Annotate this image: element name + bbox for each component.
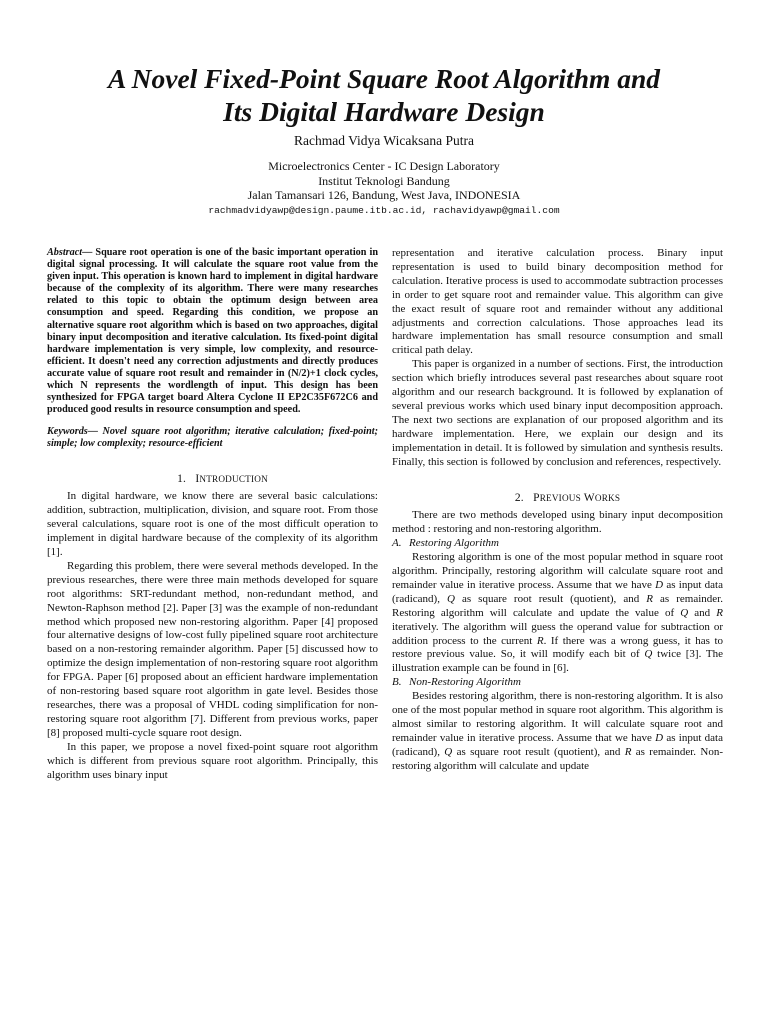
affiliation-line: Microelectronics Center - IC Design Laboratory (268, 159, 500, 173)
left-column (47, 247, 378, 782)
title-line-1: A Novel Fixed-Point Square Root Algorithm and (107, 63, 661, 94)
section-heading-previous-works: 2. PREVIOUS WORKS (514, 491, 621, 504)
paragraph: In this paper, we propose a novel fixed-point square root algorithm which is different from previous square root algorithm. Principally, this algorithm uses binary input (47, 740, 378, 781)
subsection-heading-non-restoring: B. Non-Restoring Algorithm (392, 676, 521, 689)
paragraph: There are two methods developed using binary input decomposition method : restoring and non-restoring algorithm. (392, 509, 723, 536)
author-name: Rachmad Vidya Wicaksana Putra (294, 133, 474, 148)
keywords (47, 426, 378, 450)
keywords-text: — Novel square root algorithm; iterative calculation; fixed-point; simple; low complexity; resource-efficient (47, 426, 378, 450)
paragraph: Besides restoring algorithm, there is non-restoring algorithm. It is also one of the most popular method in square root algorithm. This algorithm is almost similar to restoring algorithm. It will calculate square root and remainder value in iterative process. Assume that we have D as input data (radicand), Q as square root result (quotient), and R as remainder. Non-restoring algorithm will calculate and update (392, 690, 723, 772)
abstract-text: Square root operation is one of the basic important operation in digital signal processing. It will calculate the square root value from the given input. This operation is known hard to implement in digital hardware because of the complexity of its algorithm. There were many researches related to this topic to obtain the optimum design between area consumption and speed. Regarding this condition, we propose an alternative square root algorithm which is based on two approaches, digital binary input decomposition and iterative calculation. Its fixed-point digital hardware implementation is very simple, low complexity, and resource-efficient. It doesn't need any correction adjustments and directly produces accurate value of square root result and remainder in (N/2)+1 clock cycles, which N represents the wordlength of input. This design has been synthesized for FPGA target board Altera Cyclone II EP2C35F672C6 and produced good results in resource consumption and speed. (47, 247, 379, 416)
right-column (392, 247, 723, 774)
paper-header (0, 62, 768, 217)
title-line-2: Its Digital Hardware Design (223, 96, 545, 127)
abstract-dash: — (82, 247, 96, 258)
paragraph: Regarding this problem, there were several methods developed. In the previous researches, there were three main methods developed for square root algorithms: SRT-redundant method, non-redundant method, and Newton-Raphson method [2]. Paper [3] was the example of non-redundant method which proposed new non-restoring algorithm. Paper [4] proposed four alternative designs of low-cost fully pipelined square root architecture based on a non-restoring remainder algorithm. Paper [5] discussed how to optimize the design implementation of non-restoring square root algorithm for FPGA. Paper [6] proposed about an efficient hardware implementation of non-restoring based square root algorithm in gate level. Besides those researches, there was a proposal of VHDL coding simplification for non-restoring square root algorithm [7]. Different from previous works, paper [8] proposed multi-cycle square root design. (47, 559, 378, 739)
section-heading-introduction: 1. INTRODUCTION (177, 472, 268, 485)
affiliation-line: Institut Teknologi Bandung (318, 173, 450, 188)
paragraph: In digital hardware, we know there are several basic calculations: addition, subtraction, multiplication, division, and square root. From those several calculations, square root is one of the most difficult operation to implement in digital hardware because of the complexity of its algorithm [1]. (47, 490, 378, 559)
abstract (47, 247, 378, 416)
keywords-label: Keywords (47, 426, 88, 438)
subsection-heading-restoring: A. Restoring Algorithm (392, 537, 499, 550)
paragraph: This paper is organized in a number of sections. First, the introduction section which briefly introduces several past researches about square root algorithm and our research background. It is followed by explanation of several previous works which used binary input decomposition approach. The next two sections are explanation of our proposed algorithm and its hardware implementation. Here, we explain our design and its implementation in detail. It is followed by simulation and synthesis results. Finally, this section is followed by conclusion and references, respectively. (392, 358, 723, 468)
affiliation (0, 159, 768, 203)
abstract-label: Abstract (47, 247, 83, 258)
paragraph: representation and iterative calculation process. Binary input representation is used to build binary decomposition method for calculation. Iterative process is used to accommodate subtraction processes in order to get square root and remainder value. This algorithm can give the exact result of square root and remainder without any additional adjustments and correction calculations. Those approaches lead its hardware implementation has small resource consumption and small critical path delay. (392, 247, 723, 357)
affiliation-line: Jalan Tamansari 126, Bandung, West Java, INDONESIA (247, 188, 521, 202)
author-emails: rachmadvidyawp@design.paume.itb.ac.id, rachavidyawp@gmail.com (208, 204, 560, 216)
paper-title (0, 62, 768, 128)
paragraph: Restoring algorithm is one of the most popular method in square root algorithm. Principally, restoring algorithm will calculate square root and remainder value in iterative process. Assume that we have D as input data (radicand), Q as square root result (quotient), and R as remainder. Restoring algorithm will calculate and update the value of Q and R iteratively. The algorithm will guess the operand value for subtraction or addition process to the current R. If there was a wrong guess, it has to restore previous value. So, it will modify each bit of Q twice [3]. The illustration example can be found in [6]. (392, 551, 723, 675)
